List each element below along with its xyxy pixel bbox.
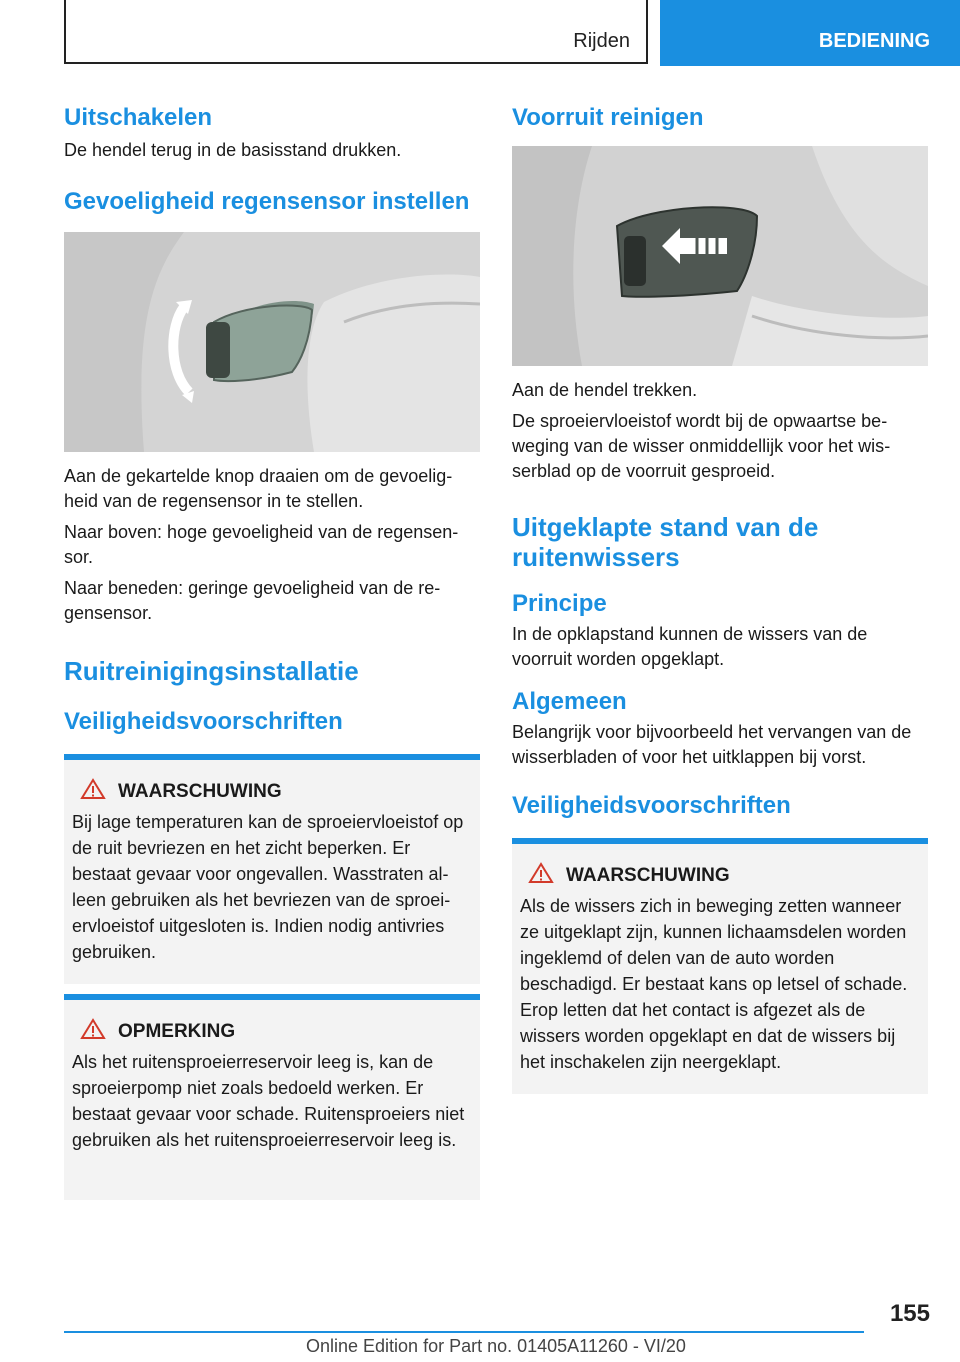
warning-triangle-icon xyxy=(80,778,106,805)
warning-header xyxy=(528,862,920,889)
header-section-title: Rijden xyxy=(573,30,630,52)
text-voorruit-1: Aan de hendel trekken. xyxy=(512,380,698,400)
page-number: 155 xyxy=(889,1300,930,1327)
warning-header xyxy=(80,778,472,805)
heading-uitschakelen: Uitschakelen xyxy=(64,104,213,131)
warning-text: Als de wissers zich in beweging zetten wanneer ze uitgeklapt zijn, kunnen lichaamsdelen worden ingeklemd of delen van de auto worden beschadigd. Er bestaat kans op letsel of schade. Erop letten dat het contact is afgezet als de wissers worden opgeklapt en dat de wissers bij het inschakelen zijn neergeklapt. xyxy=(520,896,908,1072)
heading-veiligheidsvoorschriften-left: Veiligheidsvoorschriften xyxy=(64,708,343,735)
footer-edition-text: Online Edition for Part no. 01405A11260 - VI/20 xyxy=(306,1336,686,1356)
footer-rule xyxy=(64,1331,864,1333)
warning-box-frost xyxy=(64,754,480,984)
heading-veiligheidsvoorschriften-right: Veiligheidsvoorschriften xyxy=(512,792,791,819)
washer-illustration xyxy=(512,146,928,366)
warning-box-wipers xyxy=(512,838,928,1094)
heading-algemeen: Algemeen xyxy=(512,688,627,715)
notice-box-reservoir xyxy=(64,994,480,1200)
text-gevoeligheid-3: Naar beneden: geringe gevoeligheid van de regensensor. xyxy=(64,578,441,623)
warning-triangle-icon xyxy=(528,862,554,889)
text-uitschakelen: De hendel terug in de basisstand drukken. xyxy=(64,140,402,160)
rain-sensor-knob-image xyxy=(64,232,480,452)
warning-title: WAARSCHUWING xyxy=(566,864,730,886)
text-principe: In de opklapstand kunnen de wissers van de voorruit worden opgeklapt. xyxy=(512,624,868,669)
heading-voorruit-reinigen: Voorruit reinigen xyxy=(512,104,704,131)
left-column xyxy=(64,104,480,1200)
heading-ruitreinigingsinstallatie: Ruitreinigingsinstallatie xyxy=(64,656,359,686)
notice-header xyxy=(80,1018,472,1045)
header-chapter-label: BEDIENING xyxy=(818,30,930,52)
right-column xyxy=(512,104,928,1094)
header-frame xyxy=(64,0,648,64)
notice-text: Als het ruitensproeierreservoir leeg is, kan de sproeierpomp niet zoals bedoeld werken. Er bestaat gevaar voor schade. Ruitensproeiers niet gebruiken als het ruitensproeierreservoir leeg is. xyxy=(72,1052,465,1150)
warning-title: WAARSCHUWING xyxy=(118,780,282,802)
text-gevoeligheid-1: Aan de gekartelde knop draaien om de gevoeligheid van de regensensor in te stellen. xyxy=(64,466,453,511)
text-algemeen: Belangrijk voor bijvoorbeeld het vervangen van de wisserbladen of voor het uitklappen bij vorst. xyxy=(512,722,912,767)
heading-gevoeligheid: Gevoeligheid regensensor instellen xyxy=(64,188,470,215)
notice-title: OPMERKING xyxy=(118,1020,236,1042)
warning-triangle-icon xyxy=(80,1018,106,1045)
text-voorruit-2: De sproeiervloeistof wordt bij de opwaartse beweging van de wisser onmiddellijk voor het wisserblad op de voorruit gesproeid. xyxy=(512,411,891,481)
heading-principe: Principe xyxy=(512,590,607,617)
rain-sensor-illustration xyxy=(64,232,480,452)
washer-lever-image xyxy=(512,146,928,366)
heading-uitgeklapte-stand: Uitgeklapte stand van de ruitenwissers xyxy=(512,512,819,572)
header-chapter-tab xyxy=(660,0,960,66)
text-gevoeligheid-2: Naar boven: hoge gevoeligheid van de regensensor. xyxy=(64,522,459,567)
warning-text: Bij lage temperaturen kan de sproeiervloeistof op de ruit bevriezen en het zicht beperken. Er bestaat gevaar voor ongevallen. Wasstraten alleen gebruiken als het bevriezen van de sproeiervloeistof uitgesloten is. Indien nodig antivries gebruiken. xyxy=(72,812,464,962)
